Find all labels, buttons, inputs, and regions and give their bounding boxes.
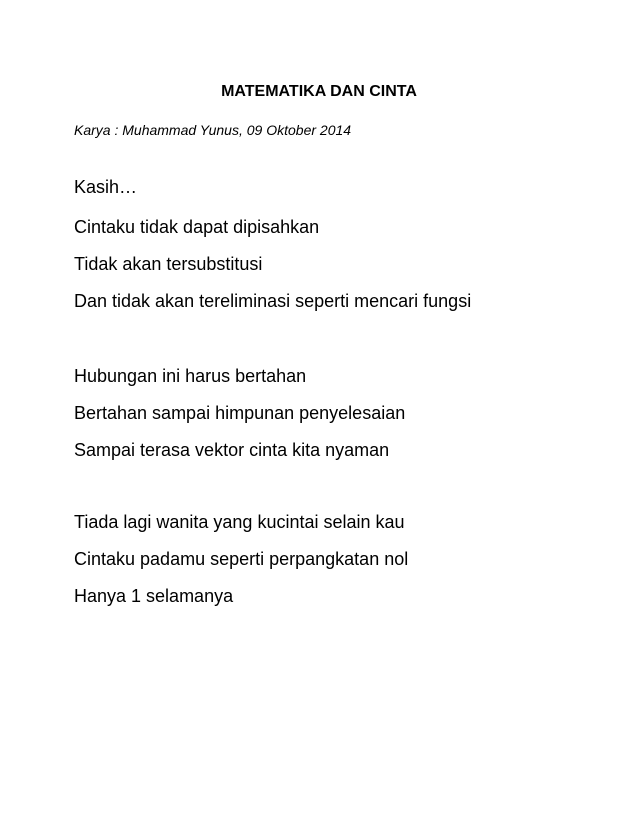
author-line: Karya : Muhammad Yunus, 09 Oktober 2014 xyxy=(74,122,352,138)
poem-line: Sampai terasa vektor cinta kita nyaman xyxy=(74,440,390,460)
poem-line: Tiada lagi wanita yang kucintai selain kau xyxy=(74,512,405,532)
poem-line: Hubungan ini harus bertahan xyxy=(74,366,307,386)
poem-line: Bertahan sampai himpunan penyelesaian xyxy=(74,403,406,423)
poem-line: Tidak akan tersubstitusi xyxy=(74,254,263,274)
poem-line: Cintaku padamu seperti perpangkatan nol xyxy=(74,549,409,569)
poem-greeting: Kasih… xyxy=(74,177,138,197)
poem-line: Cintaku tidak dapat dipisahkan xyxy=(74,217,320,237)
poem-title: MATEMATIKA DAN CINTA xyxy=(221,83,417,100)
poem-line: Dan tidak akan tereliminasi seperti mencari fungsi xyxy=(74,291,472,311)
poem-line: Hanya 1 selamanya xyxy=(74,586,234,606)
